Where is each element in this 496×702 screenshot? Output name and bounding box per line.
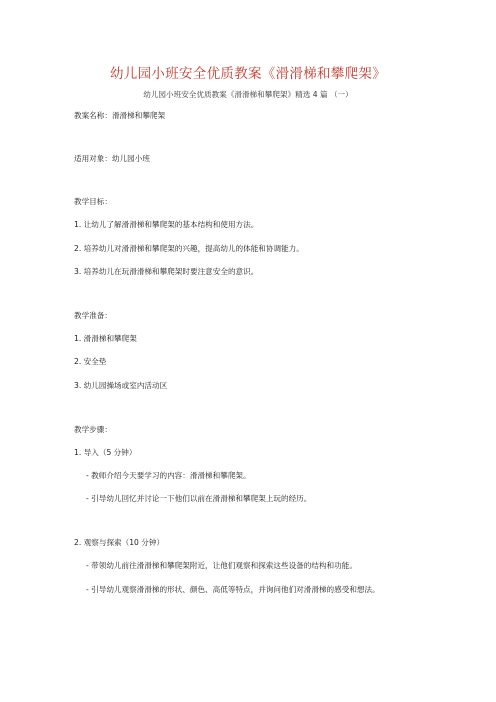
step-item: - 带领幼儿前往滑滑梯和攀爬架附近，让他们观察和探索这些设备的结构和功能。 [86,561,357,570]
goal-item: 1. 让幼儿了解滑滑梯和攀爬架的基本结构和使用方法。 [74,220,259,229]
steps-heading: 教学步骤： [74,425,112,434]
step-item: - 教师介绍今天要学习的内容：滑滑梯和攀爬架。 [86,471,251,480]
step-title: 1. 导入（5 分钟） [74,448,137,457]
document-subtitle: 幼儿园小班安全优质教案《滑滑梯和攀爬架》精选 4 篇 （一） [143,90,353,99]
prep-item: 1. 滑滑梯和攀爬架 [74,334,137,343]
step-item: - 引导幼儿回忆并讨论一下他们以前在滑滑梯和攀爬架上玩的经历。 [86,494,312,503]
lesson-name: 教案名称：滑滑梯和攀爬架 [74,111,166,120]
goal-item: 3. 培养幼儿在玩滑滑梯和攀爬架时要注意安全的意识。 [74,267,259,276]
prep-item: 2. 安全垫 [74,357,107,366]
step-title: 2. 观察与探索（10 分钟） [74,538,165,547]
step-item: - 引导幼儿观察滑滑梯的形状、颜色、高低等特点，并询问他们对滑滑梯的感受和想法。 [86,585,380,594]
prep-heading: 教学准备： [74,311,112,320]
lesson-audience: 适用对象：幼儿园小班 [74,154,150,163]
goals-heading: 教学目标： [74,197,112,206]
goal-item: 2. 培养幼儿对滑滑梯和攀爬架的兴趣，提高幼儿的体能和协调能力。 [74,244,304,253]
prep-item: 3. 幼儿园操场或室内活动区 [74,381,168,390]
document-title: 幼儿园小班安全优质教案《滑滑梯和攀爬架》 [110,66,386,82]
